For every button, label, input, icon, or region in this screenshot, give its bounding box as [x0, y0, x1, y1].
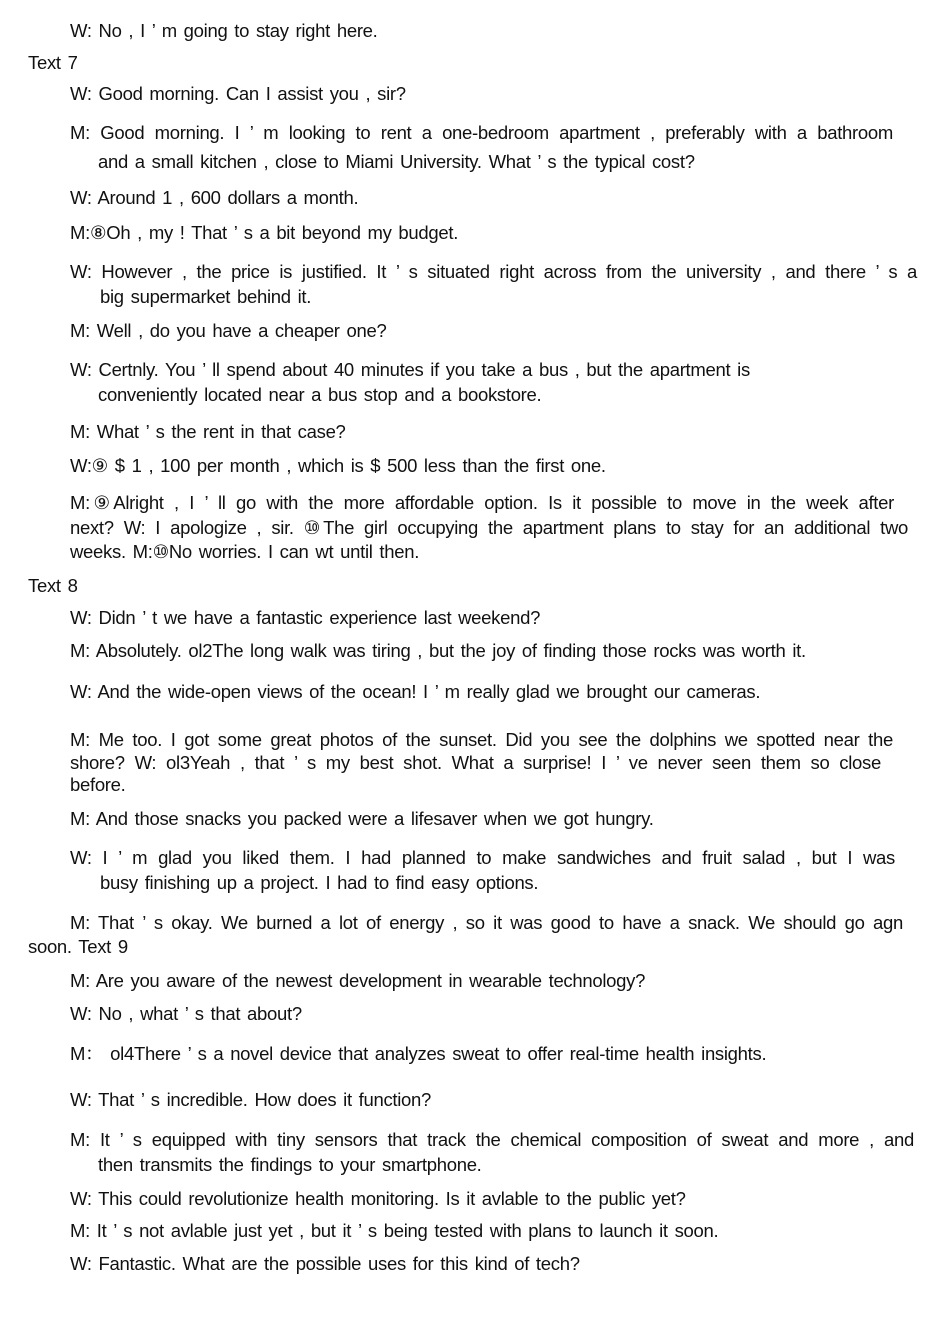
- dialogue-line-continued: busy finishing up a project. I had to find easy options.: [100, 872, 539, 893]
- dialogue-line: W: I ’ m glad you liked them. I had planned to make sandwiches and fruit salad , but I was: [70, 847, 895, 868]
- dialogue-line: W: Good morning. Can I assist you , sir?: [70, 83, 406, 104]
- dialogue-line: W: However , the price is justified. It ’ s situated right across from the university , and there ’ s a: [70, 261, 917, 282]
- section-heading-text-8: Text 8: [28, 575, 78, 596]
- dialogue-line: W: No , I ’ m going to stay right here.: [70, 20, 378, 41]
- dialogue-line: W: This could revolutionize health monitoring. Is it avlable to the public yet?: [70, 1188, 686, 1209]
- dialogue-line-continued: and a small kitchen , close to Miami University. What ’ s the typical cost?: [98, 151, 695, 172]
- dialogue-line: W: No , what ’ s that about?: [70, 1003, 302, 1024]
- dialogue-line: W: And the wide-open views of the ocean! I ’ m really glad we brought our cameras.: [70, 681, 761, 702]
- dialogue-line: M: That ’ s okay. We burned a lot of energy , so it was good to have a snack. We should go agn: [70, 912, 903, 933]
- dialogue-line: M:⑧Oh , my ! That ’ s a bit beyond my budget.: [70, 222, 459, 243]
- section-heading-text-7: Text 7: [28, 52, 78, 73]
- section-heading-text-9: soon. Text 9: [28, 936, 128, 957]
- dialogue-line: W: That ’ s incredible. How does it function?: [70, 1089, 432, 1110]
- dialogue-line: W: Didn ’ t we have a fantastic experience last weekend?: [70, 607, 541, 628]
- dialogue-line: W: Certnly. You ’ ll spend about 40 minutes if you take a bus , but the apartment is: [70, 359, 750, 380]
- dialogue-line: W:⑨ $ 1 , 100 per month , which is $ 500 less than the first one.: [70, 455, 606, 476]
- dialogue-line: M: What ’ s the rent in that case?: [70, 421, 346, 442]
- dialogue-line-continued: before.: [70, 774, 126, 795]
- dialogue-line-continued: shore? W: ol3Yeah , that ’ s my best shot. What a surprise! I ’ ve never seen them so close: [70, 752, 881, 773]
- dialogue-line: M: Are you aware of the newest development in wearable technology?: [70, 970, 646, 991]
- dialogue-line: M: And those snacks you packed were a lifesaver when we got hungry.: [70, 808, 654, 829]
- dialogue-line: W: Around 1 , 600 dollars a month.: [70, 187, 359, 208]
- dialogue-line: M: It ’ s not avlable just yet , but it ’ s being tested with plans to launch it soon.: [70, 1220, 719, 1241]
- dialogue-line: M: Absolutely. ol2The long walk was tiring , but the joy of finding those rocks was worth it.: [70, 640, 806, 661]
- dialogue-line-continued: next? W: I apologize , sir. ⑩The girl occupying the apartment plans to stay for an additional two: [70, 517, 908, 538]
- dialogue-line: M: Me too. I got some great photos of the sunset. Did you see the dolphins we spotted near the: [70, 729, 893, 750]
- dialogue-line: M: Good morning. I ’ m looking to rent a one-bedroom apartment , preferably with a bathroom: [70, 122, 893, 143]
- dialogue-line-continued: big supermarket behind it.: [100, 286, 312, 307]
- dialogue-line: M: Well , do you have a cheaper one?: [70, 320, 387, 341]
- dialogue-line-continued: conveniently located near a bus stop and a bookstore.: [98, 384, 542, 405]
- dialogue-line-continued: weeks. M:⑩No worries. I can wt until then.: [70, 541, 420, 562]
- dialogue-line: M:⑨Alright , I ’ ll go with the more affordable option. Is it possible to move in the week after: [70, 492, 894, 513]
- dialogue-line-continued: then transmits the findings to your smartphone.: [98, 1154, 482, 1175]
- dialogue-line: M: It ’ s equipped with tiny sensors that track the chemical composition of sweat and more , and: [70, 1129, 914, 1150]
- dialogue-line: M： ol4There ’ s a novel device that analyzes sweat to offer real-time health insights.: [70, 1043, 767, 1064]
- dialogue-line: W: Fantastic. What are the possible uses for this kind of tech?: [70, 1253, 580, 1274]
